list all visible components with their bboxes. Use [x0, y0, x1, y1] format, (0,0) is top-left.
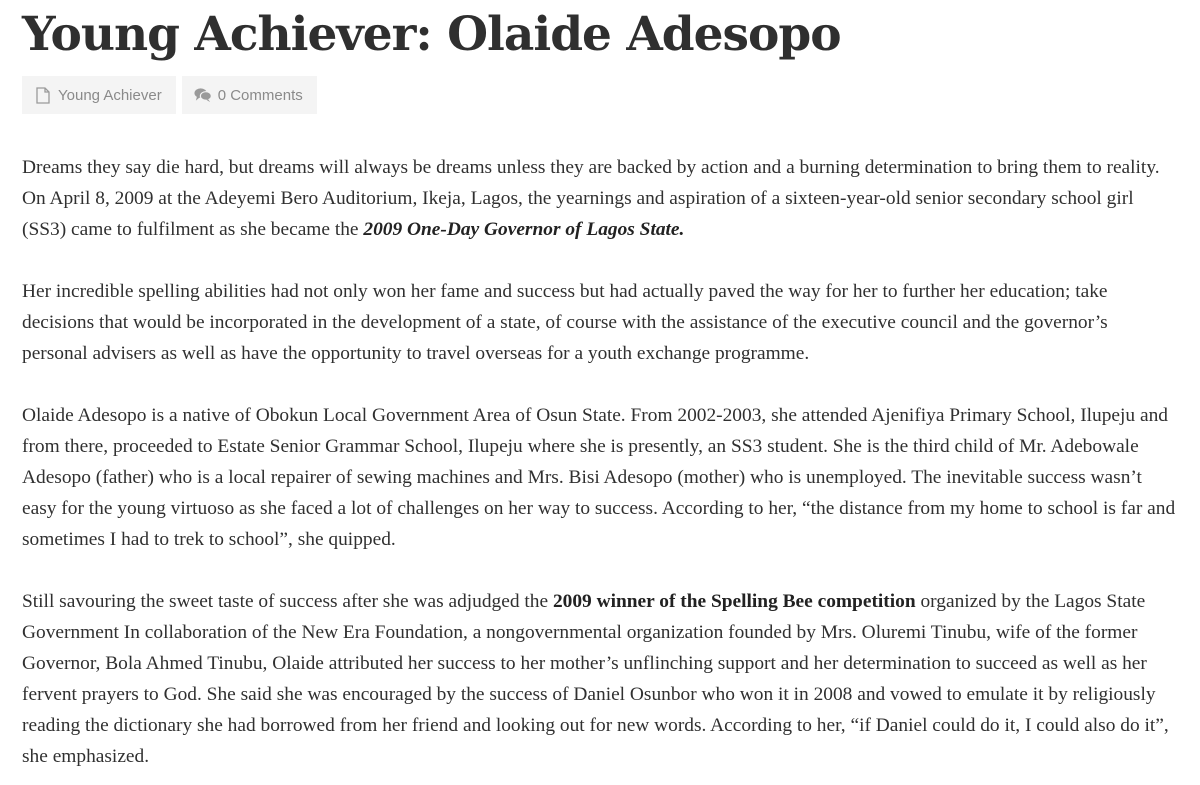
category-label: Young Achiever — [58, 86, 162, 104]
article-body — [22, 152, 1178, 772]
comments-icon — [194, 86, 212, 104]
article-meta — [22, 76, 1178, 114]
spelling-bee-emphasis: 2009 winner of the Spelling Bee competition — [552, 591, 916, 612]
paragraph-3: Olaide Adesopo is a native of Obokun Local Government Area of Osun State. From 2002-2003, she attended Ajenifiya Primary School, Ilupeju and from there, proceeded to Estate Senior Grammar School, Ilupeju where she is presently, an SS3 student. She is the third child of Mr. Adebowale Adesopo (father) who is a local repairer of sewing machines and Mrs. Bisi Adesopo (mother) who is unemployed. The inevitable success wasn’t easy for the young virtuoso as she faced a lot of challenges on her way to success. According to her, “the distance from my home to school is far and sometimes I had to trek to school”, she quipped. — [22, 405, 1176, 550]
category-link[interactable] — [22, 76, 176, 114]
comments-count: 0 Comments — [217, 86, 303, 104]
document-icon — [34, 86, 52, 104]
article-title: Young Achiever: Olaide Adesopo — [22, 7, 841, 62]
paragraph-1-text: Dreams they say die hard, but dreams will always be dreams unless they are backed by action and a burning determination to bring them to reality. On April 8, 2009 at the Adeyemi Bero Auditorium, Ikeja, Lagos, the yearnings and aspiration of a sixteen-year-old senior secondary school girl (SS3) came to fulfilment as she became the — [22, 157, 1160, 240]
paragraph-4-text-end: organized by the Lagos State Government In collaboration of the New Era Foundation, a nongovernmental organization founded by Mrs. Oluremi Tinubu, wife of the former Governor, Bola Ahmed Tinubu, Olaide attributed her success to her mother’s unflinching support and her determination to succeed as well as her fervent prayers to God. She said she was encouraged by the success of Daniel Osunbor who won it in 2008 and vowed to emulate it by religiously reading the dictionary she had borrowed from her friend and looking out for new words. According to her, “if Daniel could do it, I could also do it”, she emphasized. — [22, 591, 1169, 767]
paragraph-2: Her incredible spelling abilities had not only won her fame and success but had actually paved the way for her to further her education; take decisions that would be incorporated in the development of a state, of course with the assistance of the executive council and the governor’s personal advisers as well as have the opportunity to travel overseas for a youth exchange programme. — [22, 281, 1108, 364]
paragraph-4 — [22, 586, 1178, 772]
paragraph-4-text-start: Still savouring the sweet taste of success after she was adjudged the — [22, 591, 553, 612]
one-day-governor-emphasis: 2009 One-Day Governor of Lagos State. — [363, 219, 685, 240]
comments-link[interactable] — [182, 76, 317, 114]
paragraph-1 — [22, 152, 1178, 245]
